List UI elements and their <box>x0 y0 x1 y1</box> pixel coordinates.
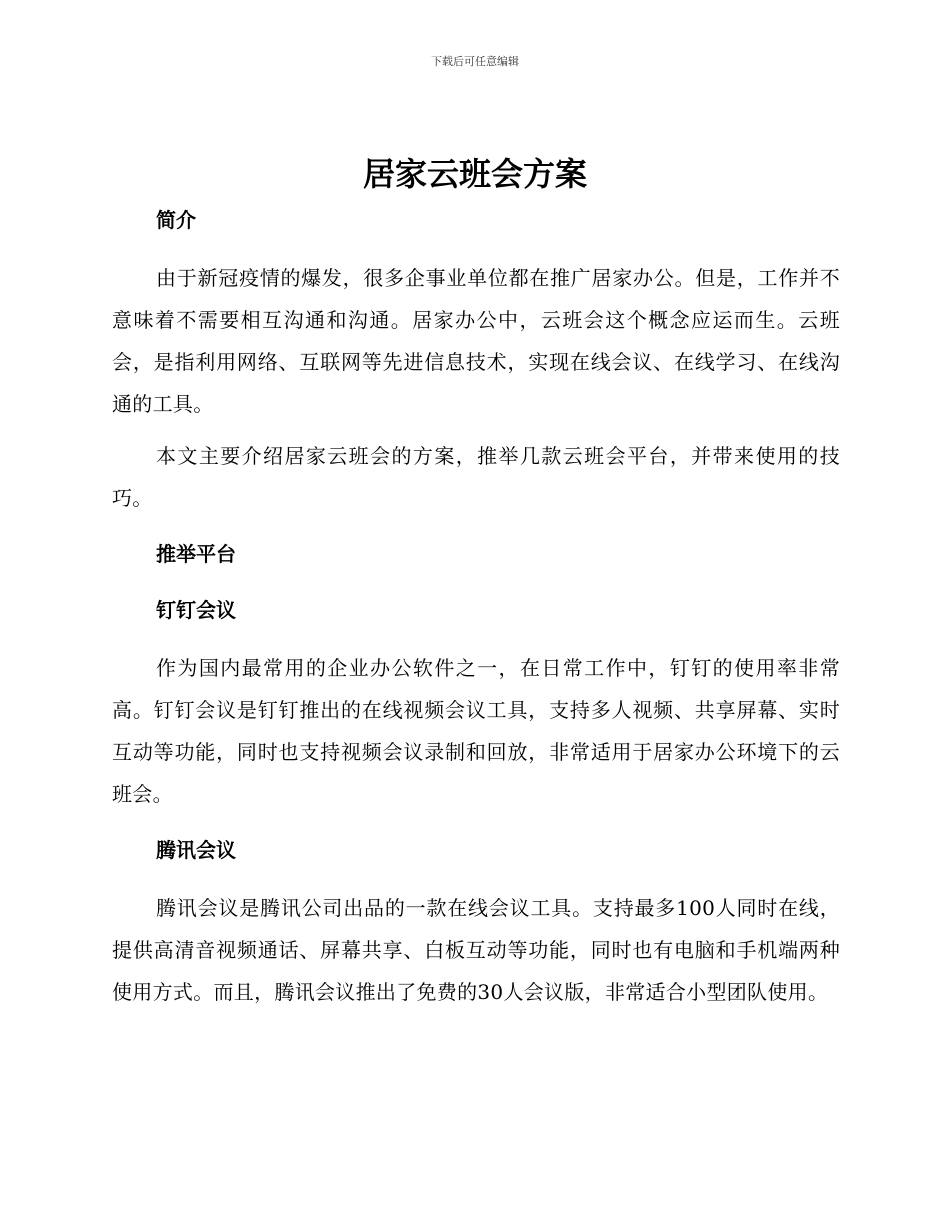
paragraph-intro-1: 由于新冠疫情的爆发，很多企事业单位都在推广居家办公。但是，工作并不意味着不需要相互沟通和沟通。居家办公中，云班会这个概念应运而生。云班会，是指利用网络、互联网等先进信息技术，实现在线会议、在线学习、在线沟通的工具。 <box>112 266 840 416</box>
paragraph-intro-2: 本文主要介绍居家云班会的方案，推举几款云班会平台，并带来使用的技巧。 <box>112 444 840 510</box>
header-note: 下载后可任意编辑 <box>431 55 519 68</box>
document-body <box>112 203 840 1013</box>
heading-intro: 简介 <box>156 208 196 232</box>
heading-platforms: 推举平台 <box>156 542 236 566</box>
document-title: 居家云班会方案 <box>362 155 587 193</box>
heading-tencent: 腾讯会议 <box>156 838 236 862</box>
paragraph-dingtalk: 作为国内最常用的企业办公软件之一，在日常工作中，钉钉的使用率非常高。钉钉会议是钉钉推出的在线视频会议工具，支持多人视频、共享屏幕、实时互动等功能，同时也支持视频会议录制和回放，非常适用于居家办公环境下的云班会。 <box>112 656 840 806</box>
paragraph-tencent: 腾讯会议是腾讯公司出品的一款在线会议工具。支持最多100人同时在线，提供高清音视频通话、屏幕共享、白板互动等功能，同时也有电脑和手机端两种使用方式。而且，腾讯会议推出了免费的30人会议版，非常适合小型团队使用。 <box>112 896 840 1004</box>
heading-dingtalk: 钉钉会议 <box>156 598 236 622</box>
